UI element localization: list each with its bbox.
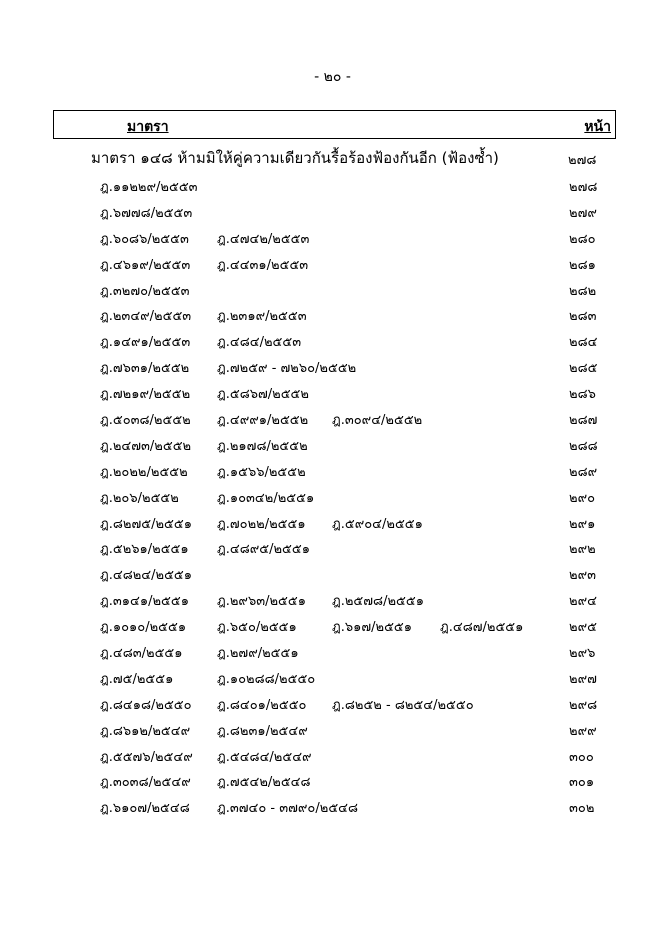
page-ref: ๒๙๓ xyxy=(569,568,596,584)
case-citation: ฎ.๘๒๗๕/๒๕๕๑ xyxy=(100,516,192,532)
citation-row xyxy=(0,612,665,638)
case-citation: ฎ.๗๖๓๑/๒๕๕๒ xyxy=(100,361,190,377)
citation-row xyxy=(0,301,665,327)
case-citation: ฎ.๕๕๗๖/๒๕๔๙ xyxy=(100,749,193,765)
section-title: มาตรา ๑๔๘ ห้ามมิให้คู่ความเดียวกันรื้อร้องฟ้องกันอีก (ฟ้องซ้ำ) xyxy=(91,149,499,167)
case-citation: ฎ.๑๔๙๑/๒๕๕๓ xyxy=(100,335,191,351)
header-section-label: มาตรา xyxy=(127,119,169,135)
index-header xyxy=(53,110,616,139)
citation-row xyxy=(0,457,665,483)
page-ref: ๒๙๔ xyxy=(569,594,597,610)
citation-row xyxy=(0,793,665,819)
case-citation: ฎ.๔๗๔๒/๒๕๕๓ xyxy=(217,231,310,247)
case-citation: ฎ.๕๔๘๔/๒๕๔๙ xyxy=(217,749,312,765)
citation-row xyxy=(0,250,665,276)
page-ref: ๓๐๒ xyxy=(569,801,595,817)
citation-row xyxy=(0,664,665,690)
case-citation: ฎ.๔๖๑๙/๒๕๕๓ xyxy=(100,257,191,273)
case-citation: ฎ.๗๒๑๙/๒๕๕๒ xyxy=(100,387,191,403)
citation-list xyxy=(0,172,665,819)
page-ref: ๒๘๒ xyxy=(569,283,597,299)
case-citation: ฎ.๓๐๓๘/๒๕๔๙ xyxy=(100,775,191,791)
citation-row xyxy=(0,405,665,431)
page-ref: ๒๙๐ xyxy=(569,490,596,506)
case-citation: ฎ.๖๗๗๘/๒๕๕๓ xyxy=(100,205,193,221)
case-citation: ฎ.๖๐๘๖/๒๕๕๓ xyxy=(100,231,189,247)
page-ref: ๒๘๖ xyxy=(569,387,596,403)
page-ref: ๒๘๓ xyxy=(569,309,597,325)
case-citation: ฎ.๑๑๒๒๙/๒๕๕๓ xyxy=(100,180,198,195)
case-citation: ฎ.๖๑๐๗/๒๕๔๘ xyxy=(100,801,190,817)
citation-row xyxy=(0,172,665,198)
case-citation: ฎ.๘๔๑๘/๒๕๕๐ xyxy=(100,697,192,713)
citation-row xyxy=(0,224,665,250)
case-citation: ฎ.๒๑๗๘/๒๕๕๒ xyxy=(217,438,308,454)
case-citation: ฎ.๔๔๓๑/๒๕๕๓ xyxy=(217,257,309,273)
case-citation: ฎ.๓๒๗๐/๒๕๕๓ xyxy=(100,283,190,299)
citation-row xyxy=(0,431,665,457)
case-citation: ฎ.๒๐๖/๒๕๕๒ xyxy=(100,490,179,506)
page-ref: ๒๘๔ xyxy=(569,335,598,351)
case-citation: ฎ.๔๘๒๔/๒๕๕๑ xyxy=(100,568,193,584)
page-ref: ๒๙๘ xyxy=(569,697,598,713)
case-citation: ฎ.๓๑๔๑/๒๕๕๑ xyxy=(100,594,189,610)
case-citation: ฎ.๗๒๕๙ - ๗๒๖๐/๒๕๕๒ xyxy=(217,361,357,377)
page-ref: ๒๘๘ xyxy=(569,438,598,454)
case-citation: ฎ.๕๘๖๗/๒๕๕๒ xyxy=(217,387,309,403)
section-page: ๒๗๘ xyxy=(568,153,597,168)
citation-row xyxy=(0,716,665,742)
case-citation: ฎ.๕๒๖๑/๒๕๕๑ xyxy=(100,542,189,558)
page-ref: ๒๘๗ xyxy=(569,413,598,429)
case-citation: ฎ.๘๔๐๑/๒๕๕๐ xyxy=(217,697,307,713)
case-citation: ฎ.๗๕/๒๕๕๑ xyxy=(100,671,174,687)
case-citation: ฎ.๕๙๐๔/๒๕๕๑ xyxy=(332,516,423,532)
case-citation: ฎ.๖๑๗/๒๕๕๑ xyxy=(332,620,413,636)
case-citation: ฎ.๑๕๖๖/๒๕๕๒ xyxy=(217,464,306,480)
page-ref: ๓๐๐ xyxy=(569,749,594,765)
page-ref: ๒๗๘ xyxy=(569,180,598,195)
page-ref: ๒๙๙ xyxy=(569,723,597,739)
case-citation: ฎ.๔๙๙๑/๒๕๕๒ xyxy=(217,413,309,429)
citation-row xyxy=(0,742,665,768)
case-citation: ฎ.๘๒๓๑/๒๕๔๙ xyxy=(217,723,308,739)
page-ref: ๒๘๙ xyxy=(569,464,598,480)
case-citation: ฎ.๒๓๔๙/๒๕๕๓ xyxy=(100,309,192,325)
citation-row xyxy=(0,509,665,535)
citation-row xyxy=(0,690,665,716)
page-ref: ๒๗๙ xyxy=(569,205,597,221)
case-citation: ฎ.๓๐๙๔/๒๕๕๒ xyxy=(332,413,423,429)
case-citation: ฎ.๖๕๐/๒๕๕๑ xyxy=(217,620,297,636)
case-citation: ฎ.๘๒๕๒ - ๘๒๕๔/๒๕๕๐ xyxy=(332,697,474,713)
case-citation: ฎ.๒๕๗๘/๒๕๕๑ xyxy=(332,594,424,610)
citation-row xyxy=(0,586,665,612)
citation-row xyxy=(0,767,665,793)
page-ref: ๓๐๑ xyxy=(569,775,595,791)
citation-row xyxy=(0,483,665,509)
case-citation: ฎ.๔๘๙๕/๒๕๕๑ xyxy=(217,542,310,558)
case-citation: ฎ.๘๖๑๒/๒๕๔๙ xyxy=(100,723,191,739)
citation-row xyxy=(0,353,665,379)
case-citation: ฎ.๒๙๖๓/๒๕๕๑ xyxy=(217,594,306,610)
page-ref: ๒๘๐ xyxy=(569,231,596,247)
case-citation: ฎ.๕๐๓๘/๒๕๕๒ xyxy=(100,413,191,429)
citation-row xyxy=(0,560,665,586)
page-ref: ๒๙๕ xyxy=(569,620,597,636)
page-ref: ๒๙๒ xyxy=(569,542,596,558)
case-citation: ฎ.๗๕๔๒/๒๕๔๘ xyxy=(217,775,311,791)
case-citation: ฎ.๒๐๒๒/๒๕๕๒ xyxy=(100,464,188,480)
case-citation: ฎ.๔๘๓/๒๕๕๑ xyxy=(100,646,183,662)
case-citation: ฎ.๓๗๔๐ - ๓๗๙๐/๒๕๔๘ xyxy=(217,801,359,817)
page-ref: ๒๘๕ xyxy=(569,361,598,377)
case-citation: ฎ.๗๐๒๒/๒๕๕๑ xyxy=(217,516,306,532)
case-citation: ฎ.๔๘๔/๒๕๕๓ xyxy=(217,335,302,351)
page-ref: ๒๙๖ xyxy=(569,646,596,662)
case-citation: ฎ.๑๐๒๘๘/๒๕๕๐ xyxy=(217,671,316,687)
case-citation: ฎ.๔๘๗/๒๕๕๑ xyxy=(440,620,524,636)
citation-row xyxy=(0,638,665,664)
header-page-label: หน้า xyxy=(584,119,611,135)
citation-row xyxy=(0,379,665,405)
page-ref: ๒๙๑ xyxy=(569,516,596,532)
case-citation: ฎ.๒๗๙/๒๕๕๑ xyxy=(217,646,299,662)
case-citation: ฎ.๑๐๑๐/๒๕๕๑ xyxy=(100,620,187,636)
case-citation: ฎ.๑๐๓๔๒/๒๕๕๑ xyxy=(217,490,315,506)
page-ref: ๒๙๗ xyxy=(569,671,597,687)
page-number: - ๒๐ - xyxy=(314,69,351,85)
citation-row xyxy=(0,327,665,353)
citation-row xyxy=(0,534,665,560)
case-citation: ฎ.๒๓๑๙/๒๕๕๓ xyxy=(217,309,307,325)
citation-row xyxy=(0,198,665,224)
case-citation: ฎ.๒๔๗๓/๒๕๕๒ xyxy=(100,438,192,454)
citation-row xyxy=(0,276,665,302)
page-ref: ๒๘๑ xyxy=(569,257,596,273)
